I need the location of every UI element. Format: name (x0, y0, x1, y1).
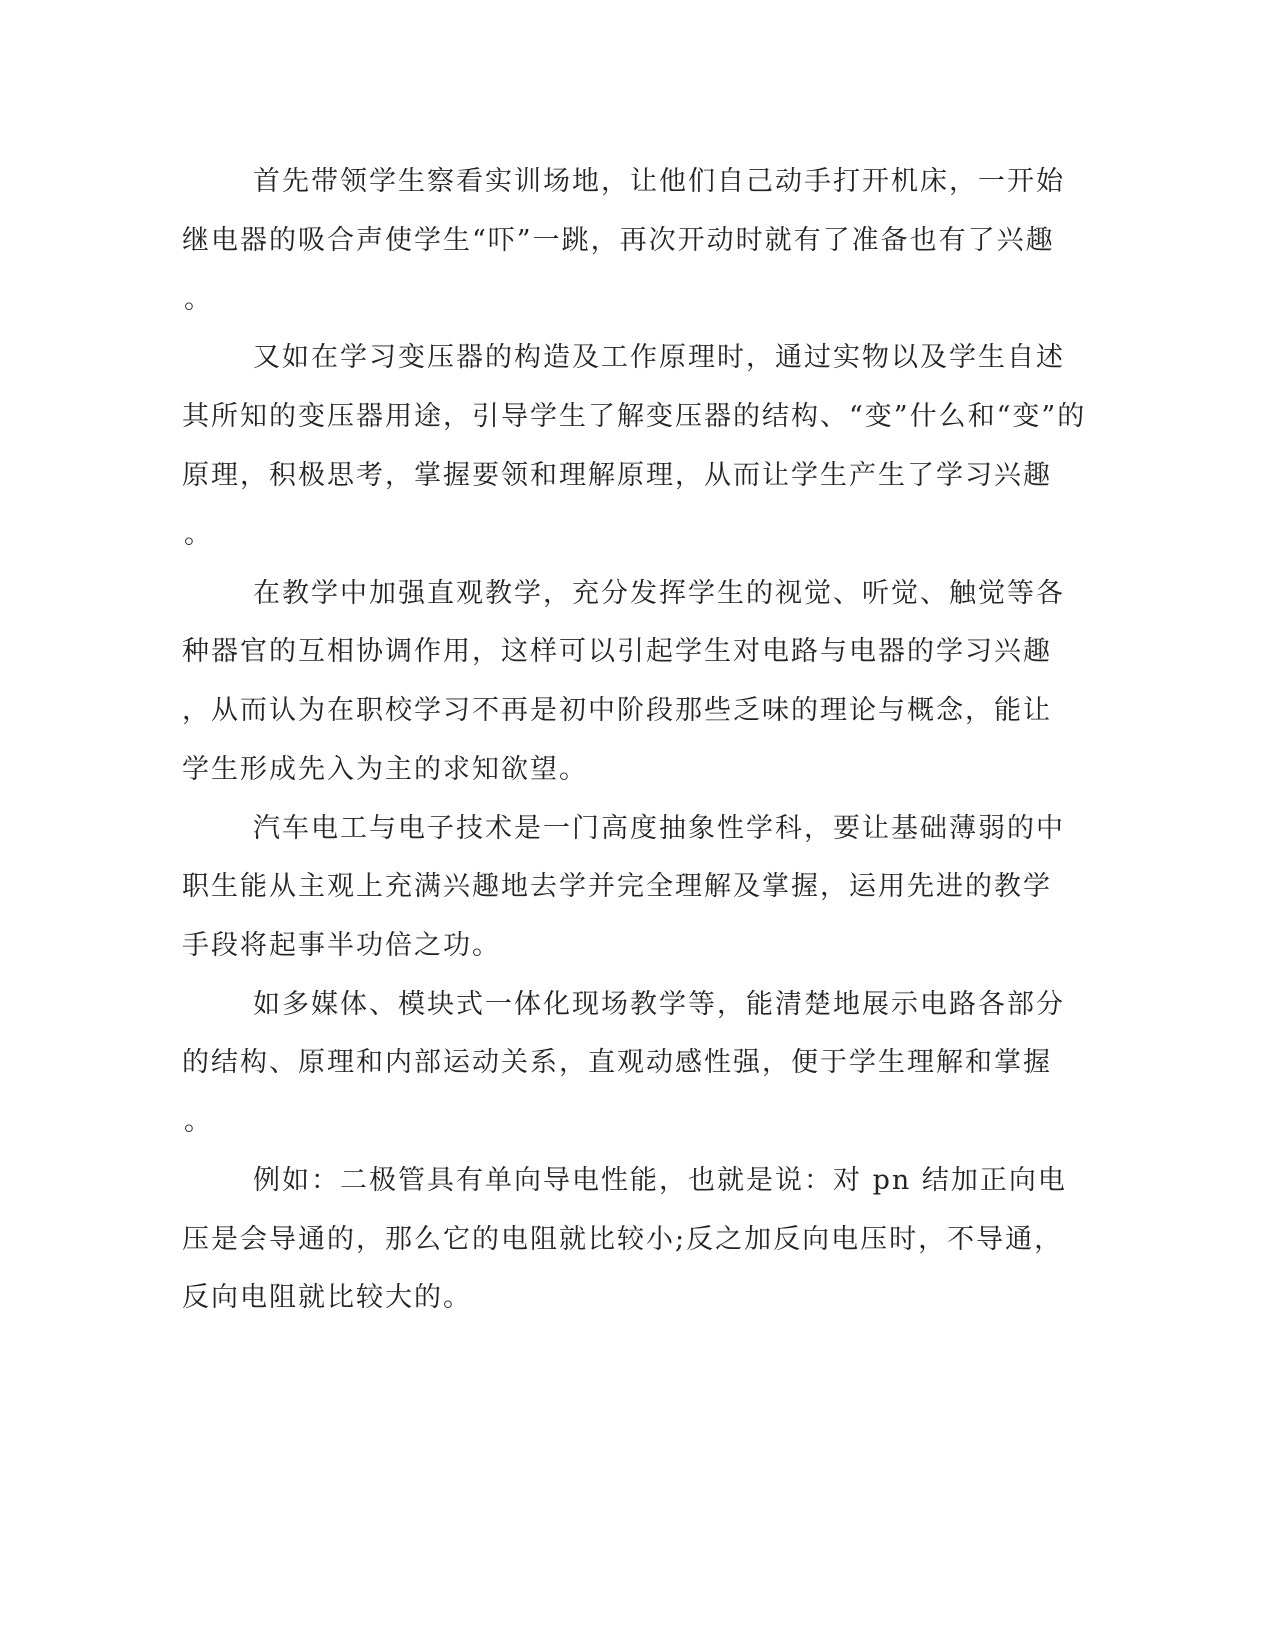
paragraph-6-line-3: 反向电阻就比较大的。 (182, 1282, 472, 1313)
paragraph-1-line-2: 继电器的吸合声使学生“吓”一跳，再次开动时就有了准备也有了兴趣 (182, 225, 1055, 256)
paragraph-3-line-4: 学生形成先入为主的求知欲望。 (182, 754, 588, 785)
paragraph-2-line-2: 其所知的变压器用途，引导学生了解变压器的结构、“变”什么和“变”的 (182, 401, 1087, 432)
paragraph-5-line-1: 如多媒体、模块式一体化现场教学等，能清楚地展示电路各部分 (253, 989, 1065, 1020)
paragraph-2-line-3: 原理，积极思考，掌握要领和理解原理，从而让学生产生了学习兴趣 (182, 460, 1052, 491)
paragraph-1-line-1: 首先带领学生察看实训场地，让他们自己动手打开机床，一开始 (253, 166, 1065, 197)
paragraph-3-line-3: ，从而认为在职校学习不再是初中阶段那些乏味的理论与概念，能让 (182, 695, 1052, 726)
paragraph-6-line-1: 例如：二极管具有单向导电性能，也就是说：对 pn 结加正向电 (253, 1165, 1067, 1196)
paragraph-4-line-1: 汽车电工与电子技术是一门高度抽象性学科，要让基础薄弱的中 (253, 813, 1065, 844)
paragraph-6-line-2: 压是会导通的，那么它的电阻就比较小;反之加反向电压时，不导通， (182, 1224, 1064, 1255)
paragraph-5-line-2: 的结构、原理和内部运动关系，直观动感性强，便于学生理解和掌握 (182, 1047, 1052, 1078)
paragraph-1-line-3: 。 (184, 284, 213, 315)
paragraph-3-line-2: 种器官的互相协调作用，这样可以引起学生对电路与电器的学习兴趣 (182, 636, 1052, 667)
paragraph-2-line-4: 。 (184, 519, 213, 550)
paragraph-2-line-1: 又如在学习变压器的构造及工作原理时，通过实物以及学生自述 (253, 342, 1065, 373)
paragraph-4-line-2: 职生能从主观上充满兴趣地去学并完全理解及掌握，运用先进的教学 (182, 871, 1052, 902)
paragraph-4-line-3: 手段将起事半功倍之功。 (182, 930, 501, 961)
paragraph-5-line-3: 。 (184, 1106, 213, 1137)
paragraph-3-line-1: 在教学中加强直观教学，充分发挥学生的视觉、听觉、触觉等各 (253, 578, 1065, 609)
